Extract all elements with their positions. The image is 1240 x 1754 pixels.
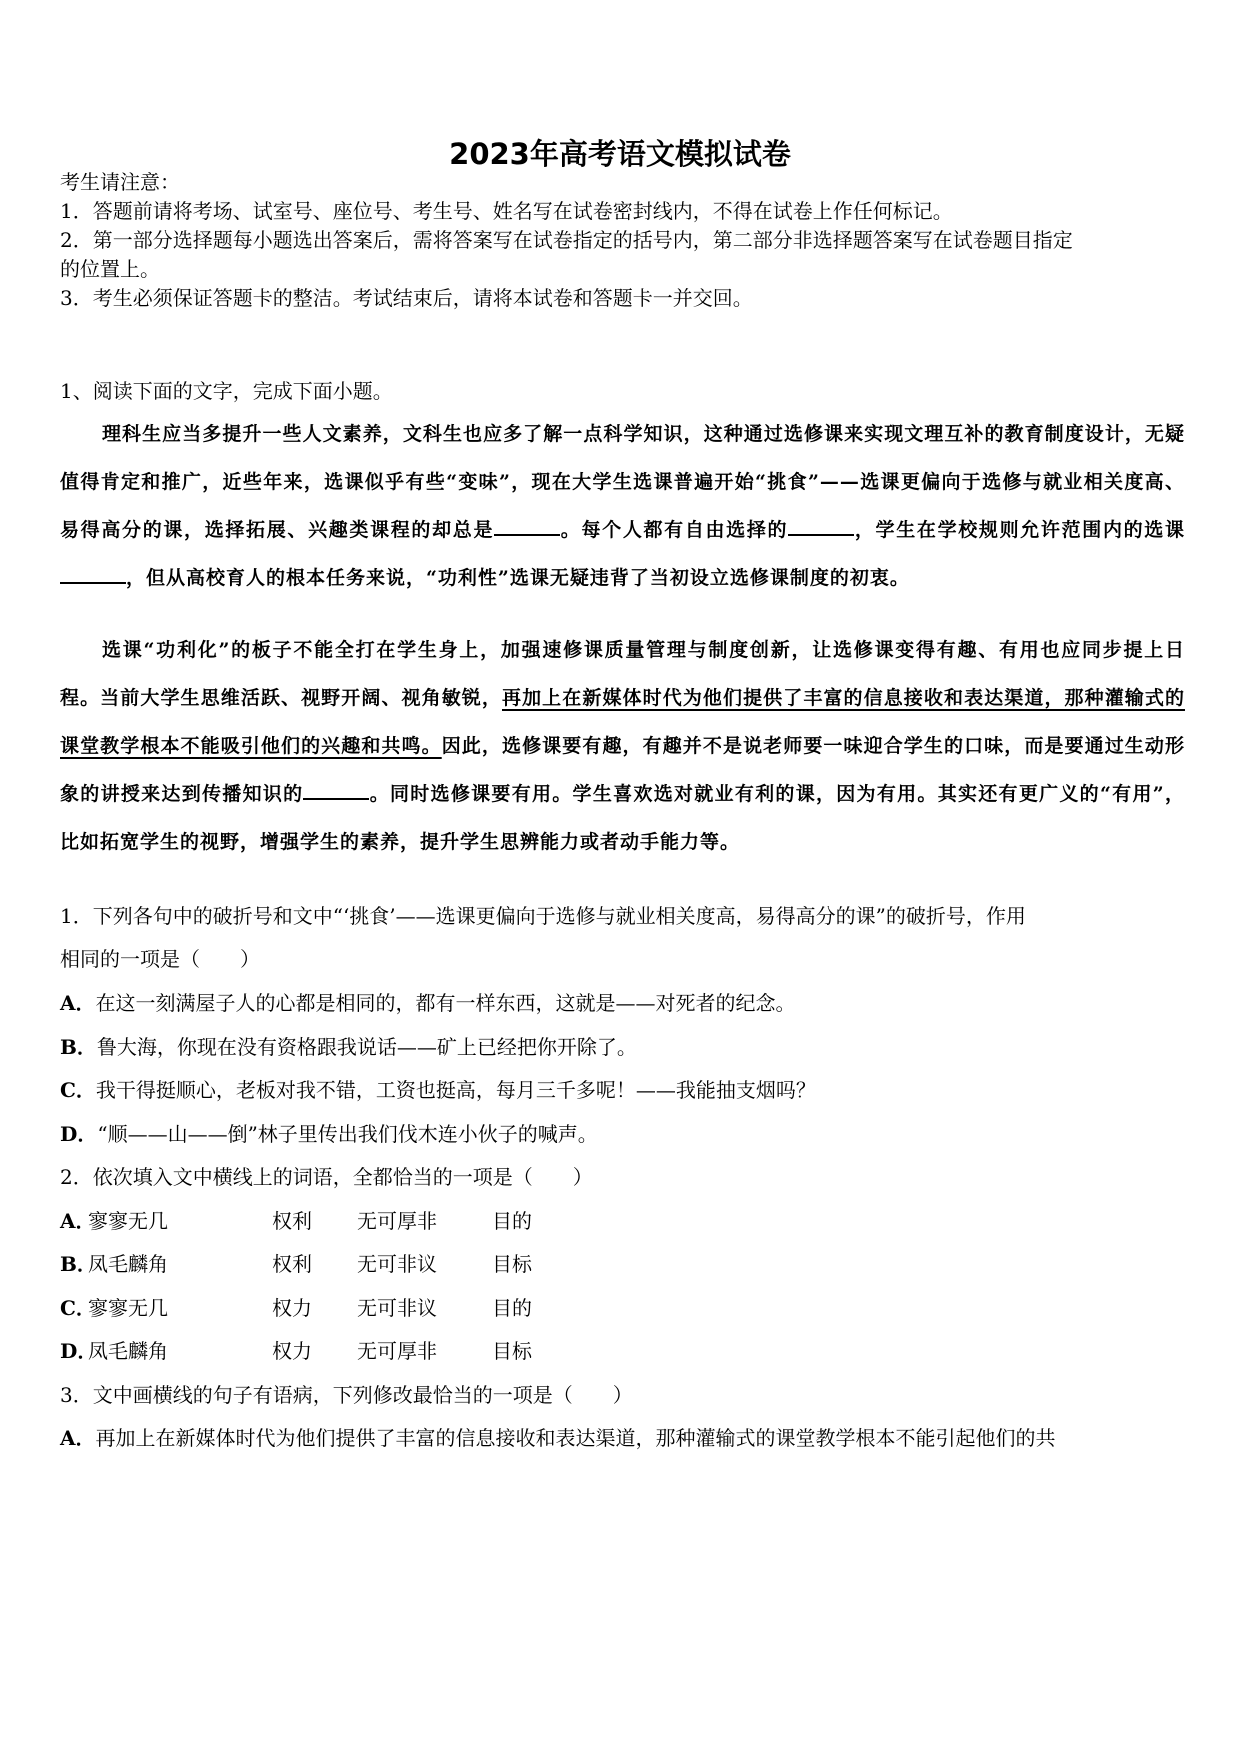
passage-text: 。每个人都有自由选择的 — [560, 519, 789, 541]
notice-item-2-continued: 的位置上。 — [60, 257, 160, 281]
passage-text: 理科生应当多提升一些人文素养，文科生也应多了解一点科学知识，这种通过选修课来实现文理互补的教育制度设计，无疑值得肯定和推广，近些年来，选课似乎有些“变味”，现在大学生选课普遍开始“挑食”——选课更偏向于选修与就业相关度高、易得高分的课，选择拓展、兴趣类课程的却总是 — [60, 423, 1185, 541]
fill-blank-2 — [788, 516, 854, 536]
fill-blank-4 — [303, 780, 369, 800]
question-3-option-a: A．再加上在新媒体时代为他们提供了丰富的信息接收和表达渠道，那种灌输式的课堂教学根本不能引起他们的共 — [60, 1426, 1056, 1450]
section-intro: 1、阅读下面的文字，完成下面小题。 — [60, 379, 393, 403]
passage-text: 选课“功利化”的板子不能全打在学生身上，加强速修课质量管理与制度创新，让选修课变得有趣、有用也应同步提上日程。当前大学生思维活跃、视野开阔、视角敏锐， — [60, 639, 1185, 709]
passage-text: 因此，选修课要有趣，有趣并不是说老师要一味迎合学生的口味，而是要通过生动形象的讲授来达到传播知识的 — [60, 735, 1185, 805]
question-1-stem: 1．下列各句中的破折号和文中“‘挑食’——选课更偏向于选修与就业相关度高，易得高分的课”的破折号，作用 — [60, 904, 1026, 928]
passage-paragraph-1 — [60, 410, 1185, 602]
fill-blank-3 — [60, 564, 126, 584]
notice-item-1: 1．答题前请将考场、试室号、座位号、考生号、姓名写在试卷密封线内，不得在试卷上作任何标记。 — [60, 199, 953, 223]
question-1-option-c: C．我干得挺顺心，老板对我不错，工资也挺高，每月三千多呢！——我能抽支烟吗？ — [60, 1078, 816, 1102]
notice-item-3: 3．考生必须保证答题卡的整洁。考试结束后，请将本试卷和答题卡一并交回。 — [60, 286, 753, 310]
question-2-stem: 2．依次填入文中横线上的词语，全都恰当的一项是（ ） — [60, 1165, 593, 1189]
passage-text: ，学生在学校规则允许范围内的选课 — [854, 519, 1185, 541]
notice-item-2: 2．第一部分选择题每小题选出答案后，需将答案写在试卷指定的括号内，第二部分非选择题答案写在试卷题目指定 — [60, 228, 1073, 252]
question-1-stem-continued: 相同的一项是（ ） — [60, 947, 260, 971]
notice-heading: 考生请注意： — [60, 170, 180, 194]
underlined-sentence: 再加上在新媒体时代为他们提供了丰富的信息接收和表达渠道，那种灌输式的课堂教学根本不能吸引他们的兴趣和共鸣。 — [60, 687, 1185, 757]
exam-page: 2023年高考语文模拟试卷 考生请注意： 1．答题前请将考场、试室号、座位号、考生号、姓名写在试卷密封线内，不得在试卷上作任何标记。 2．第一部分选择题每小题选出答案后，需将答案写在试卷指定的括号内，第二部分非选择题答案写在试卷题目指定 的位置上。 3．考生必须保证答题卡的整洁。考试结束后，请将本试卷和答题卡一并交回。 1、阅读下面的文字，完成下面小题。 理科生应当多提升一些人文素养，文科生也应多了解一点科学知识，这种通过选修课来实现文理互补的教育制度设计，无疑值得肯定和推广，近些年来，选课似乎有些“变味”，现在大学生选课普遍开始“挑食”——选课更偏向于选修与就业相关度高、易得高分的课，选择拓展、兴趣类课程的却总是 。每个人都有自由选择的 ，学生在学校规则允许范围内的选课，但从高校育人的根本任务来说，“功利性”选课无疑违背了当初设立选修课制度的初衷。 选课“功利化”的板子不能全打在学生身上，加强速修课质量管理与制度创新，让选修课变得有趣、有用也应同步提上日程。当前大学生思维活跃、视野开阔、视角敏锐，再加上在新媒体时代为他们提供了丰富的信息接收和表达渠道，那种灌输式的课堂教学根本不能吸引他们的兴趣和共鸣。因此，选修课要有趣，有趣并不是说老师要一味迎合学生的口味，而是要通过生动形象的讲授来达到传播知识的 。同时选修课要有用。学生喜欢选对就业有利的课，因为有用。其实还有更广义的“有用”，比如拓宽学生的视野，增强学生的素养，提升学生思辨能力或者动手能力等。 1．下列各句中的破折号和文中“‘挑食’——选课更偏向于选修与就业相关度高，易得高分的课”的破折号，作用 相同的一项是（ ） A．在这一刻满屋子人的心都是相同的，都有一样东西，这就是——对死者的纪念。 B．鲁大海，你现在没有资格跟我说话——矿上已经把你开除了。 C．我干得挺顺心，老板对我不错，工资也挺高，每月三千多呢！——我能抽支烟吗？ D．“顺——山——倒”林子里传出我们伐木连小伙子的喊声。 2．依次填入文中横线上的词语，全都恰当的一项是（ ） A． 寥寥无几 权利 无可厚非 目的 B． 凤毛麟角 权利 无可非议 目标 C． 寥寥无几 权力 无可非议 目的 D． 凤毛麟角 权力 无可厚非 目标 3．文中画横线的句子有语病，下列修改最恰当的一项是（ ） A．再加上在新媒体时代为他们提供了丰富的信息接收和表达渠道，那种灌输式的课堂教学根本不能引起他们的共 — [0, 0, 1240, 1754]
passage-text: 。同时选修课要有用。学生喜欢选对就业有利的课，因为有用。其实还有更广义的“有用”，比如拓宽学生的视野，增强学生的素养，提升学生思辨能力或者动手能力等。 — [60, 783, 1185, 853]
fill-blank-1 — [494, 516, 560, 536]
page-title: 2023年高考语文模拟试卷 — [449, 137, 791, 171]
passage-paragraph-2 — [60, 626, 1185, 866]
passage-text: ，但从高校育人的根本任务来说，“功利性”选课无疑违背了当初设立选修课制度的初衷。 — [126, 567, 910, 589]
question-1-option-d: D．“顺——山——倒”林子里传出我们伐木连小伙子的喊声。 — [60, 1122, 598, 1146]
question-1-option-a: A．在这一刻满屋子人的心都是相同的，都有一样东西，这就是——对死者的纪念。 — [60, 991, 796, 1015]
question-3-stem: 3．文中画横线的句子有语病，下列修改最恰当的一项是（ ） — [60, 1383, 633, 1407]
question-1-option-b: B．鲁大海，你现在没有资格跟我说话——矿上已经把你开除了。 — [60, 1035, 637, 1059]
